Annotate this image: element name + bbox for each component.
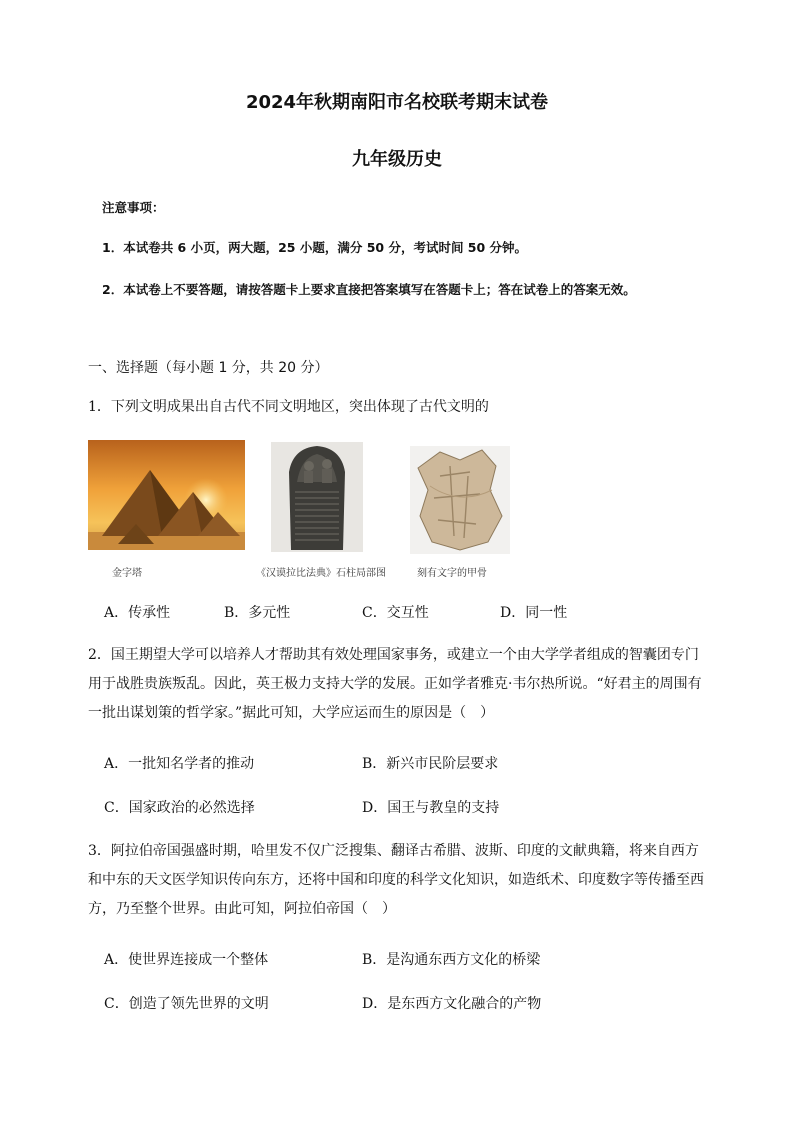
caption-oracle-bone: 刻有文字的甲骨 (417, 568, 487, 579)
q3-option-b: B．是沟通东西方文化的桥梁 (362, 952, 541, 968)
caption-pyramid: 金字塔 (112, 568, 142, 579)
caption-stele: 《汉谟拉比法典》石柱局部图 (256, 568, 386, 579)
section-heading: 一、选择题（每小题 1 分，共 20 分） (88, 360, 329, 376)
hammurabi-stele-image (271, 442, 363, 552)
oracle-bone-image (410, 446, 510, 554)
q2-option-a: A．一批知名学者的推动 (104, 756, 255, 772)
question-2-stem: 2．国王期望大学可以培养人才帮助其有效处理国家事务，或建立一个由大学学者组成的智囊团专门用于战胜贵族叛乱。因此，英王极力支持大学的发展。正如学者雅克·韦尔热所说。“好君主的周围有一批出谋划策的哲学家。”据此可知，大学应运而生的原因是（ ） (88, 647, 702, 721)
q2-option-b: B．新兴市民阶层要求 (362, 756, 499, 772)
q3-option-d: D．是东西方文化融合的产物 (362, 996, 542, 1012)
exam-title: 2024年秋期南阳市名校联考期末试卷 (245, 92, 549, 113)
notes-heading: 注意事项： (102, 200, 165, 215)
q1-option-b: B．多元性 (224, 605, 291, 621)
q1-option-d: D．同一性 (500, 605, 568, 621)
q3-option-c: C．创造了领先世界的文明 (104, 996, 269, 1012)
q1-option-c: C．交互性 (362, 605, 429, 621)
q3-option-a: A．使世界连接成一个整体 (104, 952, 269, 968)
q1-option-a: A．传承性 (104, 605, 171, 621)
question-3-stem: 3．阿拉伯帝国强盛时期，哈里发不仅广泛搜集、翻译古希腊、波斯、印度的文献典籍，将来自西方和中东的天文医学知识传向东方，还将中国和印度的科学文化知识，如造纸术、印度数字等传播至西方，乃至整个世界。由此可知，阿拉伯帝国（ ） (88, 843, 704, 917)
q2-option-c: C．国家政治的必然选择 (104, 800, 255, 816)
q2-option-d: D．国王与教皇的支持 (362, 800, 500, 816)
question-1-stem: 1．下列文明成果出自古代不同文明地区，突出体现了古代文明的 (88, 399, 489, 415)
exam-subtitle: 九年级历史 (352, 149, 442, 170)
notes-item-1: 1．本试卷共 6 小页，两大题，25 小题，满分 50 分，考试时间 50 分钟。 (102, 240, 528, 255)
notes-item-2: 2．本试卷上不要答题，请按答题卡上要求直接把答案填写在答题卡上；答在试卷上的答案无效。 (102, 282, 636, 297)
pyramid-image (88, 440, 245, 550)
